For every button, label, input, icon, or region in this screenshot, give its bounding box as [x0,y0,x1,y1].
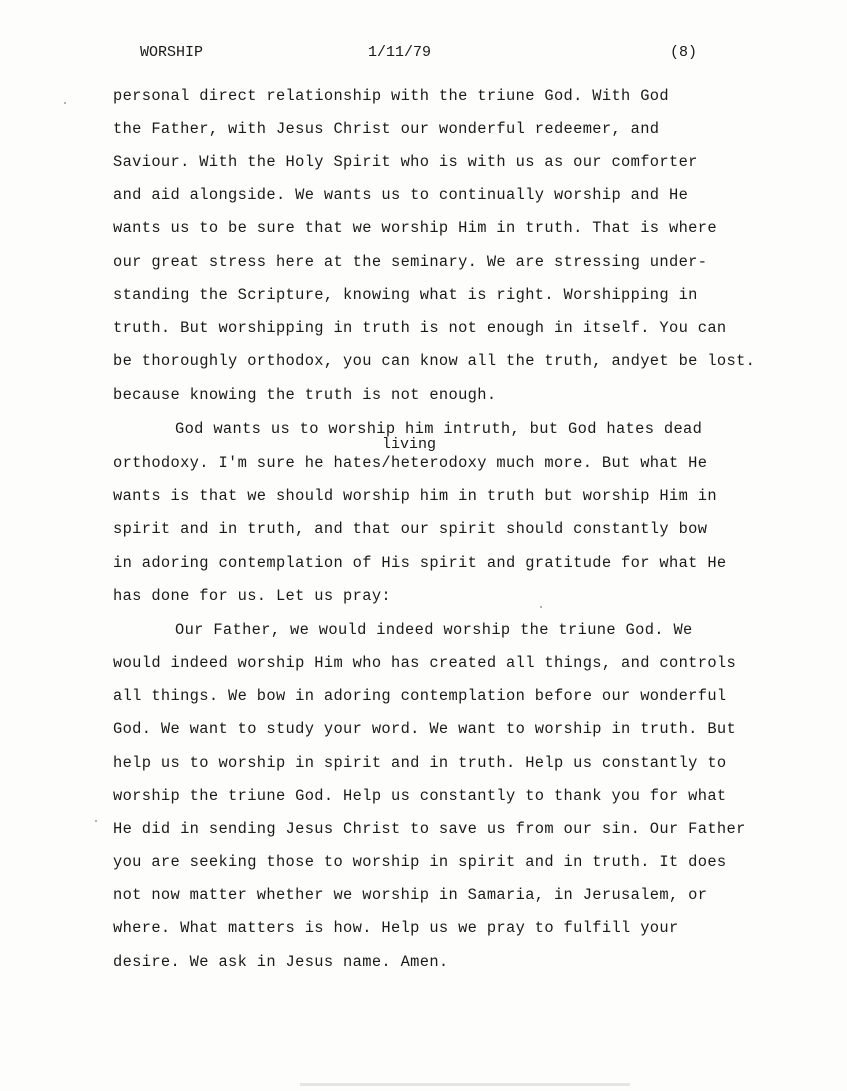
text-line: you are seeking those to worship in spirit and in truth. It does [113,853,727,871]
document-title: WORSHIP [140,44,204,61]
paragraph-start-line: Our Father, we would indeed worship the triune God. We [175,621,693,639]
text-line: not now matter whether we worship in Samaria, in Jerusalem, or [113,886,708,904]
text-line: truth. But worshipping in truth is not enough in itself. You can [113,319,727,337]
text-line: orthodoxy. I'm sure he hates/heterodoxy much more. But what He [113,454,708,472]
text-line: in adoring contemplation of His spirit and gratitude for what He [113,554,727,572]
paper-speck [540,606,542,608]
text-line: has done for us. Let us pray: [113,587,391,605]
scan-edge-mark [300,1083,630,1086]
text-line: because knowing the truth is not enough. [113,386,497,404]
text-line: all things. We bow in adoring contemplation before our wonderful [113,687,727,705]
text-line: spirit and in truth, and that our spirit should constantly bow [113,520,708,538]
text-line: God. We want to study your word. We want to worship in truth. But [113,720,737,738]
text-line: standing the Scripture, knowing what is right. Worshipping in [113,286,698,304]
text-line: be thoroughly orthodox, you can know all the truth, andyet be lost. [113,352,756,370]
text-line: worship the triune God. Help us constantly to thank you for what [113,787,727,805]
page-number: (8) [670,44,698,61]
text-line: help us to worship in spirit and in truth. Help us constantly to [113,754,727,772]
text-line: wants us to be sure that we worship Him in truth. That is where [113,219,717,237]
text-line: the Father, with Jesus Christ our wonderful redeemer, and [113,120,660,138]
text-line: our great stress here at the seminary. We are stressing under- [113,253,708,271]
text-line: where. What matters is how. Help us we pray to fulfill your [113,919,679,937]
paper-speck [64,102,66,104]
paragraph-start-line: God wants us to worship him intruth, but God hates dead [175,420,703,438]
text-line: desire. We ask in Jesus name. Amen. [113,953,449,971]
paper-speck [95,820,97,822]
text-line: He did in sending Jesus Christ to save us from our sin. Our Father [113,820,746,838]
document-date: 1/11/79 [368,44,432,61]
page-header [0,44,847,64]
text-line: and aid alongside. We wants us to continually worship and He [113,186,689,204]
text-line: Saviour. With the Holy Spirit who is with us as our comforter [113,153,698,171]
text-line: wants is that we should worship him in truth but worship Him in [113,487,717,505]
text-line: would indeed worship Him who has created all things, and controls [113,654,737,672]
text-line: personal direct relationship with the triune God. With God [113,87,669,105]
handwritten-insertion: living [382,436,437,453]
